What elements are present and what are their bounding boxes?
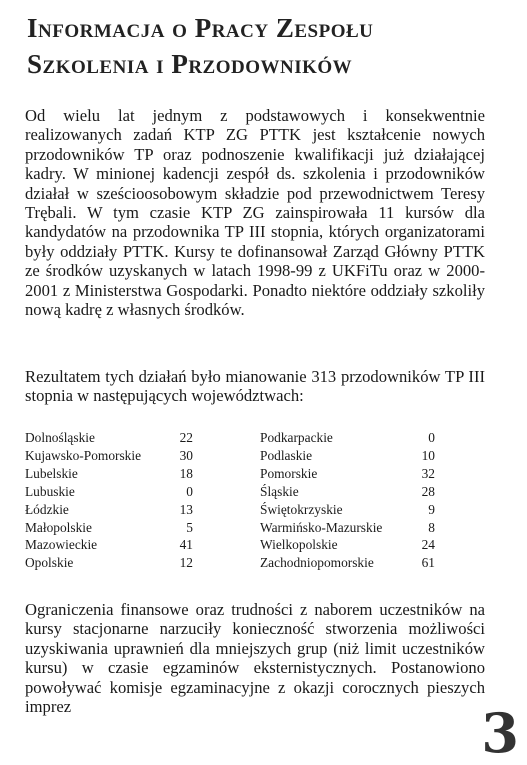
table-row [260, 483, 435, 501]
voivodeship-count: 0 [428, 430, 435, 445]
title-line-2: Szkolenia i Przodowników [27, 49, 353, 79]
voivodeship-count: 8 [428, 519, 435, 535]
table-row [25, 429, 193, 447]
voivodeship-count: 61 [421, 555, 435, 571]
table-row [25, 519, 193, 537]
page-number: 3 [481, 701, 519, 765]
table-row [25, 536, 193, 554]
voivodeship-count: 24 [421, 537, 435, 553]
voivodeship-name: Dolnośląskie [25, 430, 95, 445]
voivodeship-count: 30 [179, 447, 193, 463]
voivodeship-count: 41 [179, 537, 193, 553]
table-row [25, 501, 193, 519]
voivodeship-name: Łódzkie [25, 501, 69, 517]
voivodeship-name: Pomorskie [260, 465, 318, 481]
table-row [260, 465, 435, 483]
voivodeship-table-left [25, 429, 193, 572]
table-row [25, 554, 193, 572]
voivodeship-count: 22 [179, 430, 193, 445]
voivodeship-name: Warmińsko-Mazurskie [260, 519, 383, 535]
paragraph-intro: Od wielu lat jednym z podstawowych i konsekwentnie realizowanych zadań KTP ZG PTTK jest kształcenie nowych przodowników TP oraz podnoszenie kwalifikacji już działającej kadry. W minionej kadencji zespół ds. szkolenia i przodowników działał w sześcioosobowym składzie pod przewodnictwem Teresy Trębali. W tym czasie KTP ZG zainspirowała 11 kursów dla kandydatów na przodownika TP III stopnia, których organizatorami były oddziały PTTK. Kursy te dofinansował Zarząd Główny PTTK ze środków uzyskanych w latach 1998-99 z UKFiTu oraz w 2000-2001 z Ministerstwa Gospodarki. Ponadto niektóre oddziały szkoliły nową kadrę z własnych środków. [25, 106, 485, 320]
table-row [260, 536, 435, 554]
paragraph-constraints: Ograniczenia finansowe oraz trudności z naborem uczestników na kursy stacjonarne narzuciły konieczność stworzenia możliwości uzyskiwania uprawnień dla mniejszych grup (niż limit uczestników kursu) w czasie egzaminów eksternistycznych. Postanowiono powoływać komisje egzaminacyjne z okazji corocznych pieszych imprez [25, 600, 485, 717]
voivodeship-name: Podlaskie [260, 447, 313, 463]
table-row [25, 465, 193, 483]
voivodeship-name: Kujawsko-Pomorskie [25, 447, 142, 463]
paragraph-results: Rezultatem tych działań było mianowanie 313 przodowników TP III stopnia w następujących województwach: [25, 367, 485, 406]
table-row [260, 501, 435, 519]
voivodeship-count: 12 [179, 555, 193, 571]
table-row [260, 554, 435, 572]
voivodeship-count: 10 [421, 447, 435, 463]
voivodeship-count: 32 [421, 465, 435, 481]
page-title [27, 10, 497, 82]
table-row [260, 447, 435, 465]
voivodeship-count: 0 [186, 483, 193, 499]
voivodeship-count: 18 [179, 465, 193, 481]
voivodeship-count: 5 [186, 519, 193, 535]
voivodeship-name: Wielkopolskie [260, 537, 338, 553]
table-row [260, 429, 435, 447]
voivodeship-name: Świętokrzyskie [260, 501, 343, 517]
voivodeship-name: Lubuskie [25, 483, 75, 499]
voivodeship-name: Podkarpackie [260, 430, 333, 445]
voivodeship-table-right [260, 429, 435, 572]
voivodeship-name: Małopolskie [25, 519, 92, 535]
title-line-1: Informacja o Pracy Zespołu [27, 13, 374, 43]
table-row [260, 519, 435, 537]
voivodeship-name: Lubelskie [25, 465, 78, 481]
voivodeship-name: Mazowieckie [25, 537, 98, 553]
voivodeship-count: 9 [428, 501, 435, 517]
table-row [25, 447, 193, 465]
voivodeship-count: 28 [421, 483, 435, 499]
table-row [25, 483, 193, 501]
voivodeship-name: Zachodniopomorskie [260, 555, 374, 571]
voivodeship-name: Śląskie [260, 483, 299, 499]
voivodeship-name: Opolskie [25, 555, 74, 571]
voivodeship-count: 13 [179, 501, 193, 517]
